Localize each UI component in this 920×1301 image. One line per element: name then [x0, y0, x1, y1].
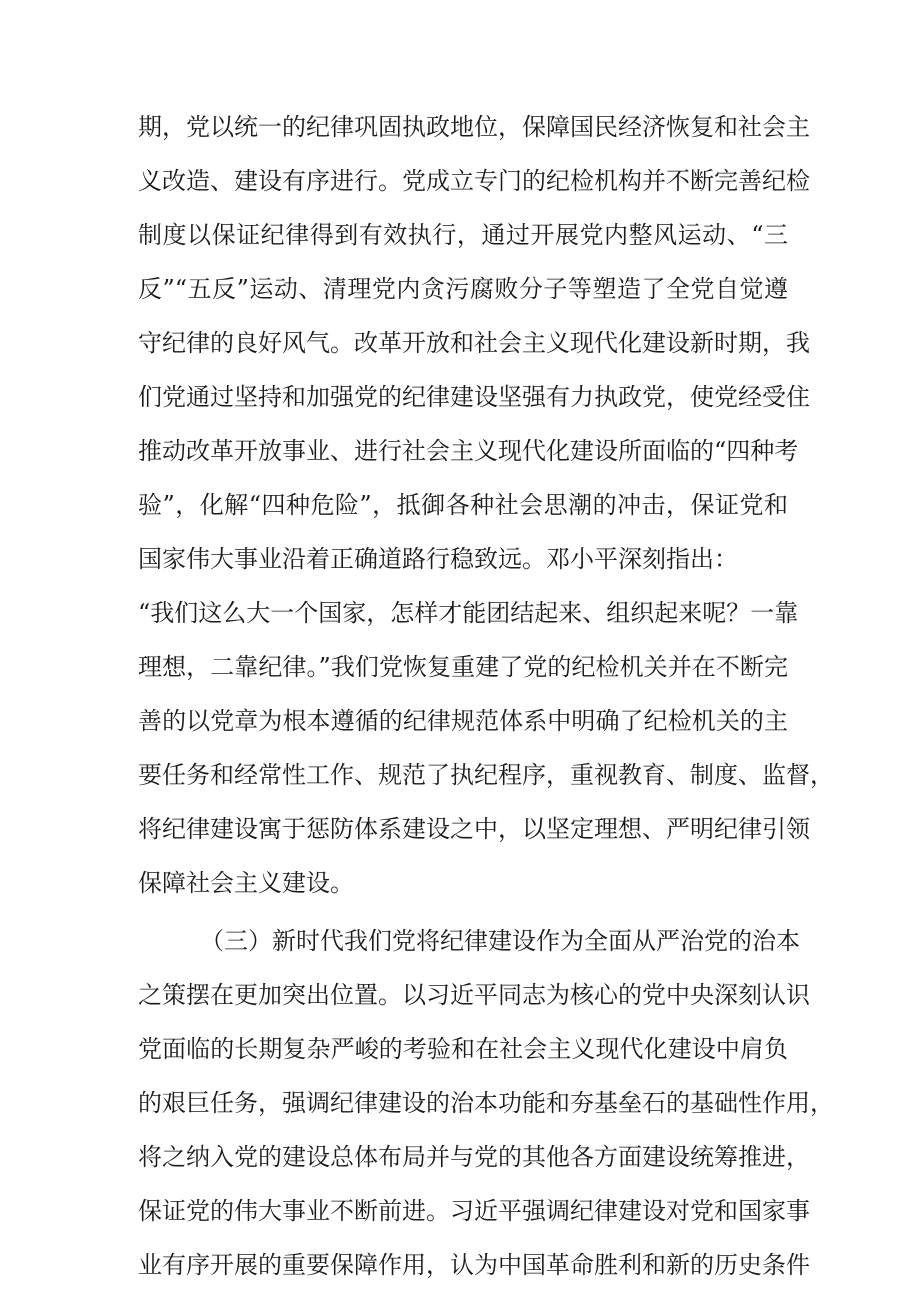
text-line: 反”“五反”运动、清理党内贪污腐败分子等塑造了全党自觉遵: [138, 275, 788, 303]
text-line: 要任务和经常性工作、规范了执纪程序，重视教育、制度、监督，: [138, 761, 834, 789]
text-line: 的艰巨任务，强调纪律建设的治本功能和夯基垒石的基础性作用，: [138, 1089, 834, 1117]
text-line: 将之纳入党的建设总体布局并与党的其他各方面建设统筹推进，: [138, 1143, 810, 1171]
text-line: 制度以保证纪律得到有效执行，通过开展党内整风运动、“三: [138, 221, 788, 249]
text-line: “我们这么大一个国家，怎样才能团结起来、组织起来呢？一靠: [138, 599, 799, 627]
text-line: 保障社会主义建设。: [138, 869, 354, 897]
text-line: 期，党以统一的纪律巩固执政地位，保障国民经济恢复和社会主: [138, 113, 810, 141]
text-line: 保证党的伟大事业不断前进。习近平强调纪律建设对党和国家事: [138, 1197, 810, 1225]
text-line: （三）新时代我们党将纪律建设作为全面从严治党的治本: [200, 927, 800, 955]
text-line: 验”，化解“四种危险”，抵御各种社会思潮的冲击，保证党和: [138, 491, 788, 519]
text-line: 守纪律的良好风气。改革开放和社会主义现代化建设新时期，我: [138, 329, 810, 357]
text-line: 之策摆在更加突出位置。以习近平同志为核心的党中央深刻认识: [138, 981, 810, 1009]
text-line: 将纪律建设寓于惩防体系建设之中，以坚定理想、严明纪律引领: [138, 815, 810, 843]
text-line: 理想，二靠纪律。”我们党恢复重建了党的纪检机关并在不断完: [138, 653, 788, 681]
text-line: 业有序开展的重要保障作用，认为中国革命胜利和新的历史条件: [138, 1251, 810, 1279]
paragraph-1: [138, 100, 834, 910]
text-line: 推动改革开放事业、进行社会主义现代化建设所面临的“四种考: [138, 437, 799, 465]
body-text: [138, 100, 834, 1292]
text-line: 们党通过坚持和加强党的纪律建设坚强有力执政党，使党经受住: [138, 383, 810, 411]
paragraph-2: [138, 914, 834, 1292]
text-line: 义改造、建设有序进行。党成立专门的纪检机构并不断完善纪检: [138, 167, 810, 195]
text-line: 党面临的长期复杂严峻的考验和在社会主义现代化建设中肩负: [138, 1035, 788, 1063]
text-line: 善的以党章为根本遵循的纪律规范体系中明确了纪检机关的主: [138, 707, 788, 735]
text-line: 国家伟大事业沿着正确道路行稳致远。邓小平深刻指出：: [138, 545, 738, 573]
